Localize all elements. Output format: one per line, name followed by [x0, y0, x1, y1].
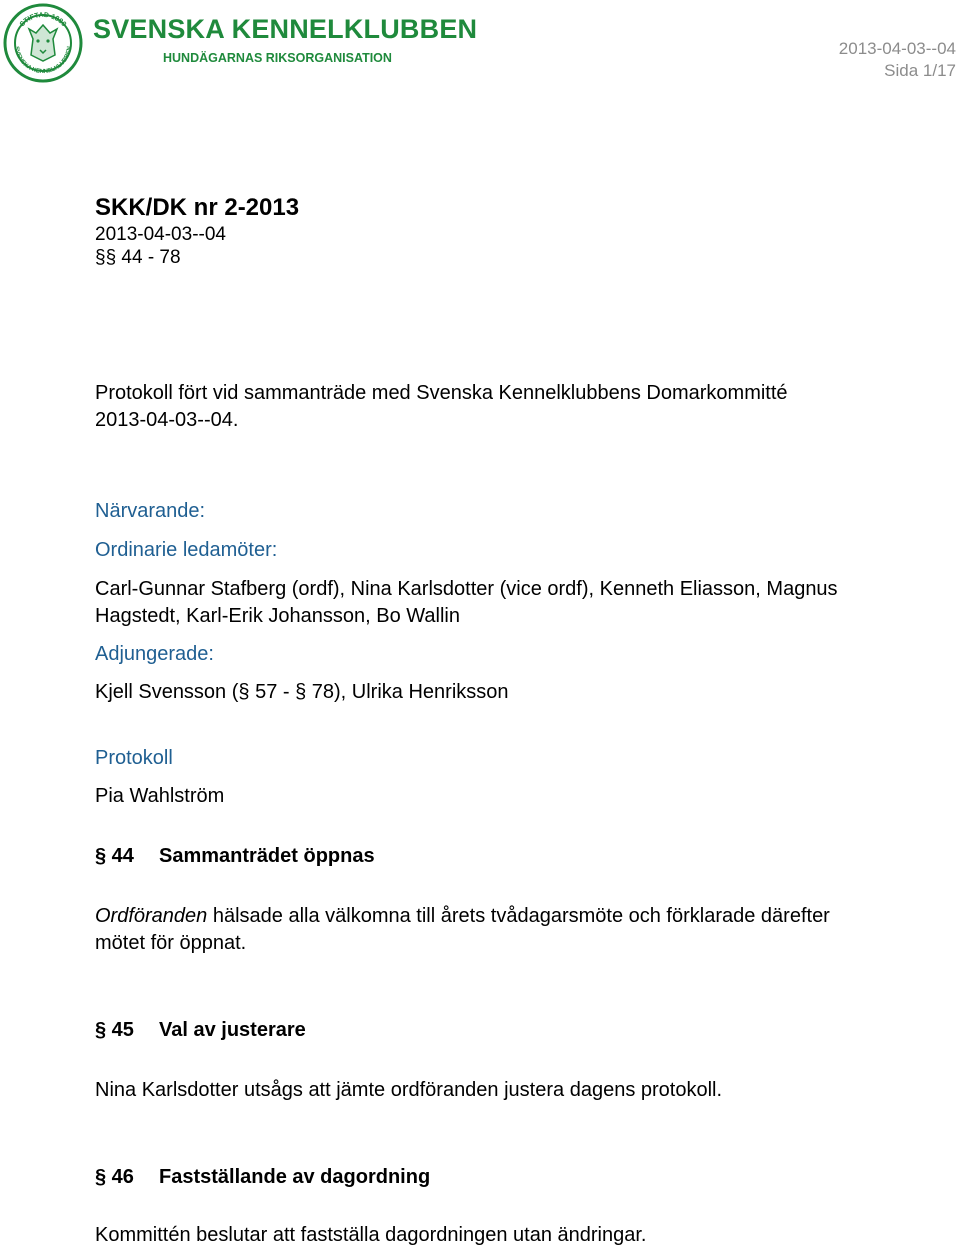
logo-text-top: STIFTAD 1889 [18, 11, 68, 29]
section-body-line-2: mötet för öppnat. [95, 932, 247, 954]
adjunct-text: Kjell Svensson (§ 57 - § 78), Ulrika Henriksson [95, 681, 509, 703]
section-heading [95, 1166, 430, 1189]
section-heading [95, 1019, 306, 1042]
intro-line-1: Protokoll fört vid sammanträde med Svenska Kennelklubbens Domarkommitté [95, 382, 788, 404]
members-heading: Ordinarie ledamöter: [95, 539, 278, 561]
header-date: 2013-04-03--04 [838, 39, 956, 58]
protocol-heading: Protokoll [95, 747, 173, 769]
members-list [95, 576, 885, 630]
logo-text-bottom: SVENSKA KENNELKLUBBEN [12, 46, 74, 76]
organization-name: SVENSKA KENNELKLUBBEN [93, 14, 478, 44]
organization-subtitle: HUNDÄGARNAS RIKSORGANISATION [163, 51, 392, 65]
members-line-1: Carl-Gunnar Stafberg (ordf), Nina Karlsdotter (vice ordf), Kenneth Eliasson, Magnus [95, 578, 838, 600]
intro-line-2: 2013-04-03--04. [95, 409, 239, 431]
section-body: Nina Karlsdotter utsågs att jämte ordföranden justera dagens protokoll. [95, 1079, 723, 1101]
adjunct-heading: Adjungerade: [95, 643, 214, 665]
document-title: SKK/DK nr 2-2013 [95, 194, 300, 221]
document-date: 2013-04-03--04 [95, 224, 226, 245]
section-body [95, 903, 885, 957]
section-title: Fastställande av dagordning [159, 1166, 431, 1188]
section-body-text: hälsade alla välkomna till årets tvådagarsmöte och förklarade därefter [207, 905, 830, 927]
intro-paragraph [95, 380, 885, 434]
members-line-2: Hagstedt, Karl-Erik Johansson, Bo Wallin [95, 605, 460, 627]
present-heading: Närvarande: [95, 500, 206, 522]
section-body: Kommittén beslutar att fastställa dagordningen utan ändringar. [95, 1224, 647, 1246]
protocol-keeper: Pia Wahlström [95, 785, 225, 807]
section-body-italic: Ordföranden [95, 905, 208, 927]
section-body-line-1 [95, 903, 885, 930]
section-title: Val av justerare [159, 1019, 306, 1041]
club-logo-emblem [3, 3, 83, 83]
section-title: Sammanträdet öppnas [159, 845, 375, 867]
section-number: § 44 [95, 845, 134, 867]
section-number: § 45 [95, 1019, 134, 1041]
section-number: § 46 [95, 1166, 134, 1188]
section-heading [95, 845, 375, 868]
paragraph-range: §§ 44 - 78 [95, 247, 181, 268]
page-number: Sida 1/17 [884, 61, 956, 80]
